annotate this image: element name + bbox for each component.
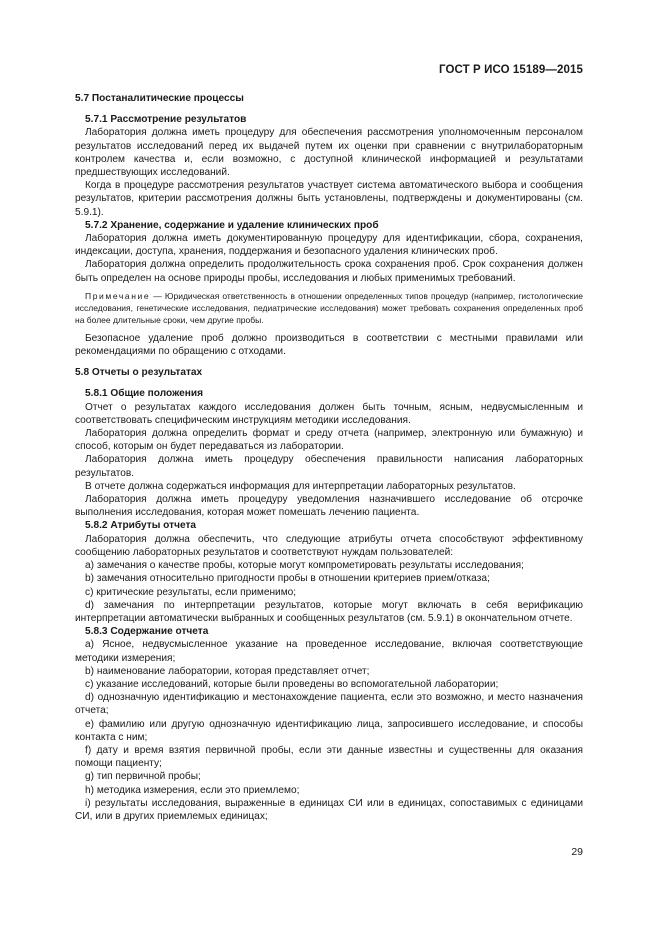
list-item: d) замечания по интерпретации результатов, которые могут включать в себя верификацию интерпретации автоматически выбранных и сообщенных результатов (см. 5.9.1) в окончательном отчете. [75, 599, 583, 624]
section-5-7-2-heading: 5.7.2 Хранение, содержание и удаление клинических проб [85, 219, 379, 231]
section-5-7-1-heading: 5.7.1 Рассмотрение результатов [85, 114, 247, 126]
paragraph: Когда в процедуре рассмотрения результатов участвует система автоматического выбора и сообщения результатов, критерии рассмотрения должны быть установлены, подтверждены и документированы (см. 5.9.1). [75, 180, 583, 218]
section-5-8-3-heading: 5.8.3 Содержание отчета [85, 626, 209, 638]
note-label: Примечание [85, 290, 151, 301]
note-text: — Юридическая ответственность в отношении определенных типов процедур (например, гистологические исследования, генетические исследования, педиатрические исследования) может требовать сохранения определенных проб на более длительные сроки, чем другие пробы. [75, 290, 583, 325]
standard-header: ГОСТ Р ИСО 15189—2015 [438, 64, 583, 76]
paragraph: Лаборатория должна иметь процедуру обеспечения правильности написания лабораторных результатов. [75, 454, 583, 479]
page-content [75, 92, 583, 823]
paragraph: Лаборатория должна иметь процедуру для обеспечения рассмотрения уполномоченным персоналом результатов исследований перед их выдачей путем их оценки при сравнении с внутрилабораторным контролем качества и, если возможно, с доступной клинической информацией и результатами предшествующих исследований. [75, 127, 583, 179]
list-item: b) замечания относительно пригодности пробы в отношении критериев прием/отказа; [85, 573, 490, 585]
list-item: h) методика измерения, если это приемлемо; [85, 784, 300, 796]
note [75, 290, 583, 326]
list-item: d) однозначную идентификацию и местонахождение пациента, если это возможно, и место назначения отчета; [75, 692, 583, 717]
paragraph: В отчете должна содержаться информация для интерпретации лабораторных результатов. [85, 480, 516, 492]
list-item: а) Ясное, недвусмысленное указание на проведенное исследование, включая соответствующие методики измерения; [75, 639, 583, 664]
list-item: g) тип первичной пробы; [85, 771, 201, 783]
page-number: 29 [571, 846, 583, 858]
list-item: f) дату и время взятия первичной пробы, если эти данные известны и существенны для оказания помощи пациенту; [75, 744, 583, 770]
list-item: c) критические результаты, если применимо; [85, 586, 297, 598]
list-item: a) замечания о качестве пробы, которые могут компрометировать результаты исследования; [85, 560, 524, 572]
list-item: i) результаты исследования, выраженные в единицах СИ или в единицах, сопоставимых с единицами СИ, или в других приемлемых единицах; [75, 797, 583, 822]
paragraph: Лаборатория должна иметь процедуру уведомления назначившего исследование об отсрочке выполнения исследования, которая может помешать лечению пациента. [75, 494, 583, 519]
paragraph: Безопасное удаление проб должно производиться в соответствии с местными правилами или рекомендациями по обращению с отходами. [75, 332, 583, 358]
section-5-8-1-heading: 5.8.1 Общие положения [85, 388, 203, 400]
list-item: e) фамилию или другую однозначную идентификацию лица, запросившего исследование, и способы контакта с ним; [75, 718, 583, 743]
paragraph: Лаборатория должна определить формат и среду отчета (например, электронную или бумажную) и способ, которым он будет передаваться из лаборатории. [75, 428, 583, 453]
paragraph: Лаборатория должна обеспечить, что следующие атрибуты отчета способствуют эффективному сообщению лабораторных результатов и соответствуют нуждам пользователей: [75, 533, 583, 558]
paragraph: Отчет о результатах каждого исследования должен быть точным, ясным, недвусмысленным и соответствовать специфическим инструкциям методики исследования. [75, 401, 583, 426]
paragraph: Лаборатория должна определить продолжительность срока сохранения проб. Срок сохранения должен быть определен на основе природы пробы, исследования и любых применимых требований. [75, 259, 583, 284]
section-5-8-heading: 5.8 Отчеты о результатах [75, 367, 203, 379]
paragraph: Лаборатория должна иметь документированную процедуру для идентификации, сбора, сохранения, индексации, доступа, хранения, поддержания и безопасного удаления клинических проб. [75, 233, 583, 258]
section-5-7-heading: 5.7 Постаналитические процессы [75, 93, 244, 104]
section-5-8-2-heading: 5.8.2 Атрибуты отчета [85, 520, 197, 532]
list-item: b) наименование лаборатории, которая представляет отчет; [85, 665, 370, 677]
list-item: c) указание исследований, которые были проведены во вспомогательной лаборатории; [85, 678, 499, 690]
